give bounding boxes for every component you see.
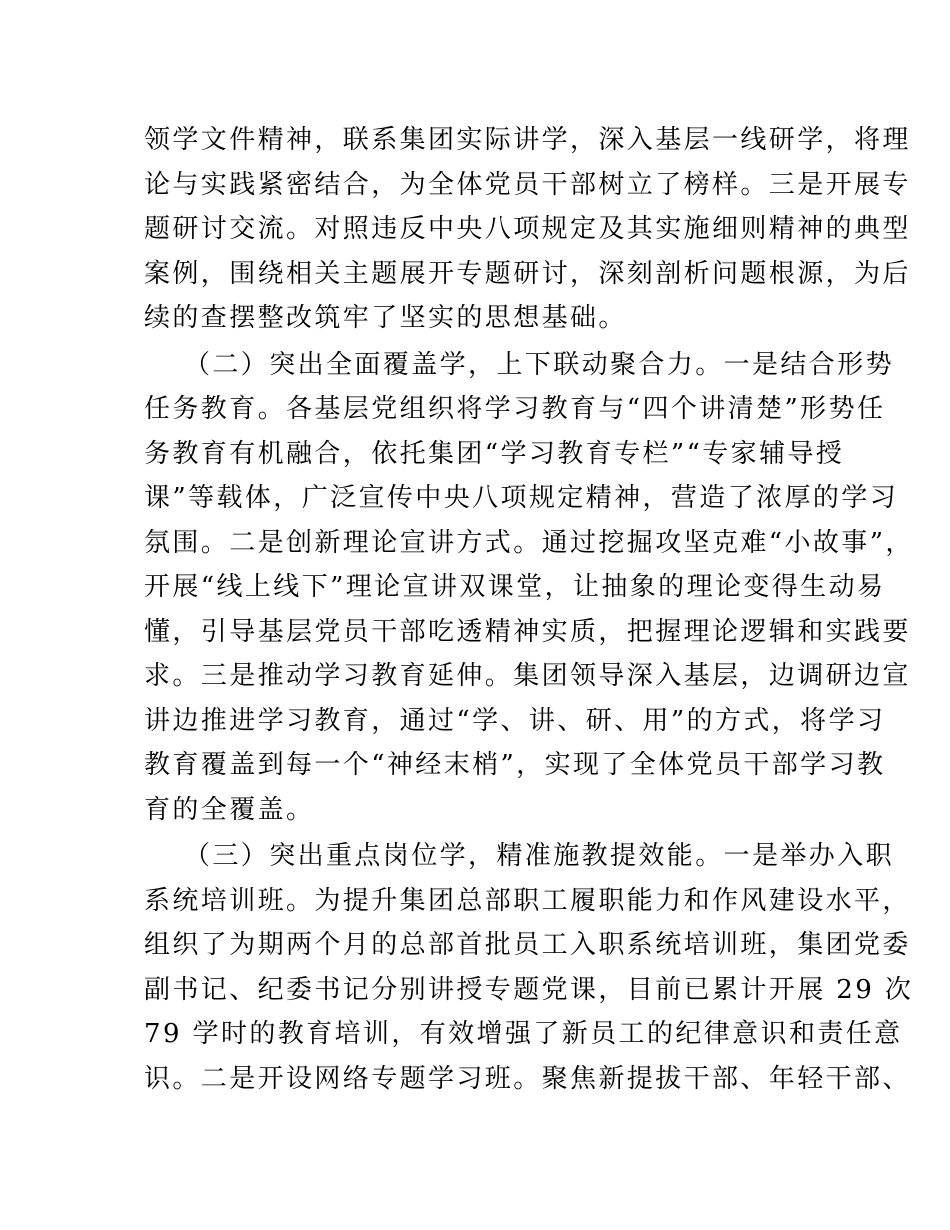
paragraph-2-line-3: 务教育有机融合，依托集团“学习教育专栏”“专家辅导授 <box>144 439 845 469</box>
paragraph-2-line-11: 育的全覆盖。 <box>144 795 315 825</box>
paragraph-2-line-10: 教育覆盖到每一个“神经末梢”，实现了全体党员干部学习教 <box>144 750 886 780</box>
paragraph-2-line-9: 讲边推进学习教育，通过“学、讲、研、用”的方式，将学习 <box>144 706 886 736</box>
paragraph-2-line-1: （二）突出全面覆盖学，上下联动聚合力。一是结合形势 <box>184 350 895 380</box>
paragraph-2-line-7: 懂，引导基层党员干部吃透精神实质，把握理论逻辑和实践要 <box>144 617 911 647</box>
paragraph-3-line-2: 系统培训班。为提升集团总部职工履职能力和作风建设水平， <box>144 886 911 916</box>
paragraph-2-line-2: 任务教育。各基层党组织将学习教育与“四个讲清楚”形势任 <box>144 394 886 424</box>
paragraph-3-line-1: （三）突出重点岗位学，精准施教提效能。一是举办入职 <box>184 841 895 871</box>
paragraph-2-line-4: 课”等载体，广泛宣传中央八项规定精神，营造了浓厚的学习 <box>144 483 899 513</box>
paragraph-1-line-4: 案例，围绕相关主题展开专题研讨，深刻剖析问题根源，为后 <box>144 259 911 289</box>
paragraph-2-line-8: 求。三是推动学习教育延伸。集团领导深入基层，边调研边宣 <box>144 661 911 691</box>
paragraph-1-line-1: 领学文件精神，联系集团实际讲学，深入基层一线研学，将理 <box>144 125 911 155</box>
paragraph-3-line-3: 组织了为期两个月的总部首批员工入职系统培训班，集团党委 <box>144 930 911 960</box>
paragraph-2-line-5: 氛围。二是创新理论宣讲方式。通过挖掘攻坚克难“小故事”， <box>144 528 914 558</box>
paragraph-3-line-5: 79 学时的教育培训，有效增强了新员工的纪律意识和责任意 <box>144 1019 903 1049</box>
paragraph-3-line-6: 识。二是开设网络专题学习班。聚焦新提拔干部、年轻干部、 <box>144 1064 911 1094</box>
paragraph-1-line-3: 题研讨交流。对照违反中央八项规定及其实施细则精神的典型 <box>144 214 911 244</box>
paragraph-3-line-4: 副书记、纪委书记分别讲授专题党课，目前已累计开展 29 次 <box>144 975 914 1005</box>
paragraph-1-line-5: 续的查摆整改筑牢了坚实的思想基础。 <box>144 303 627 333</box>
paragraph-1-line-2: 论与实践紧密结合，为全体党员干部树立了榜样。三是开展专 <box>144 170 911 200</box>
paragraph-2-line-6: 开展“线上线下”理论宣讲双课堂，让抽象的理论变得生动易 <box>144 572 886 602</box>
